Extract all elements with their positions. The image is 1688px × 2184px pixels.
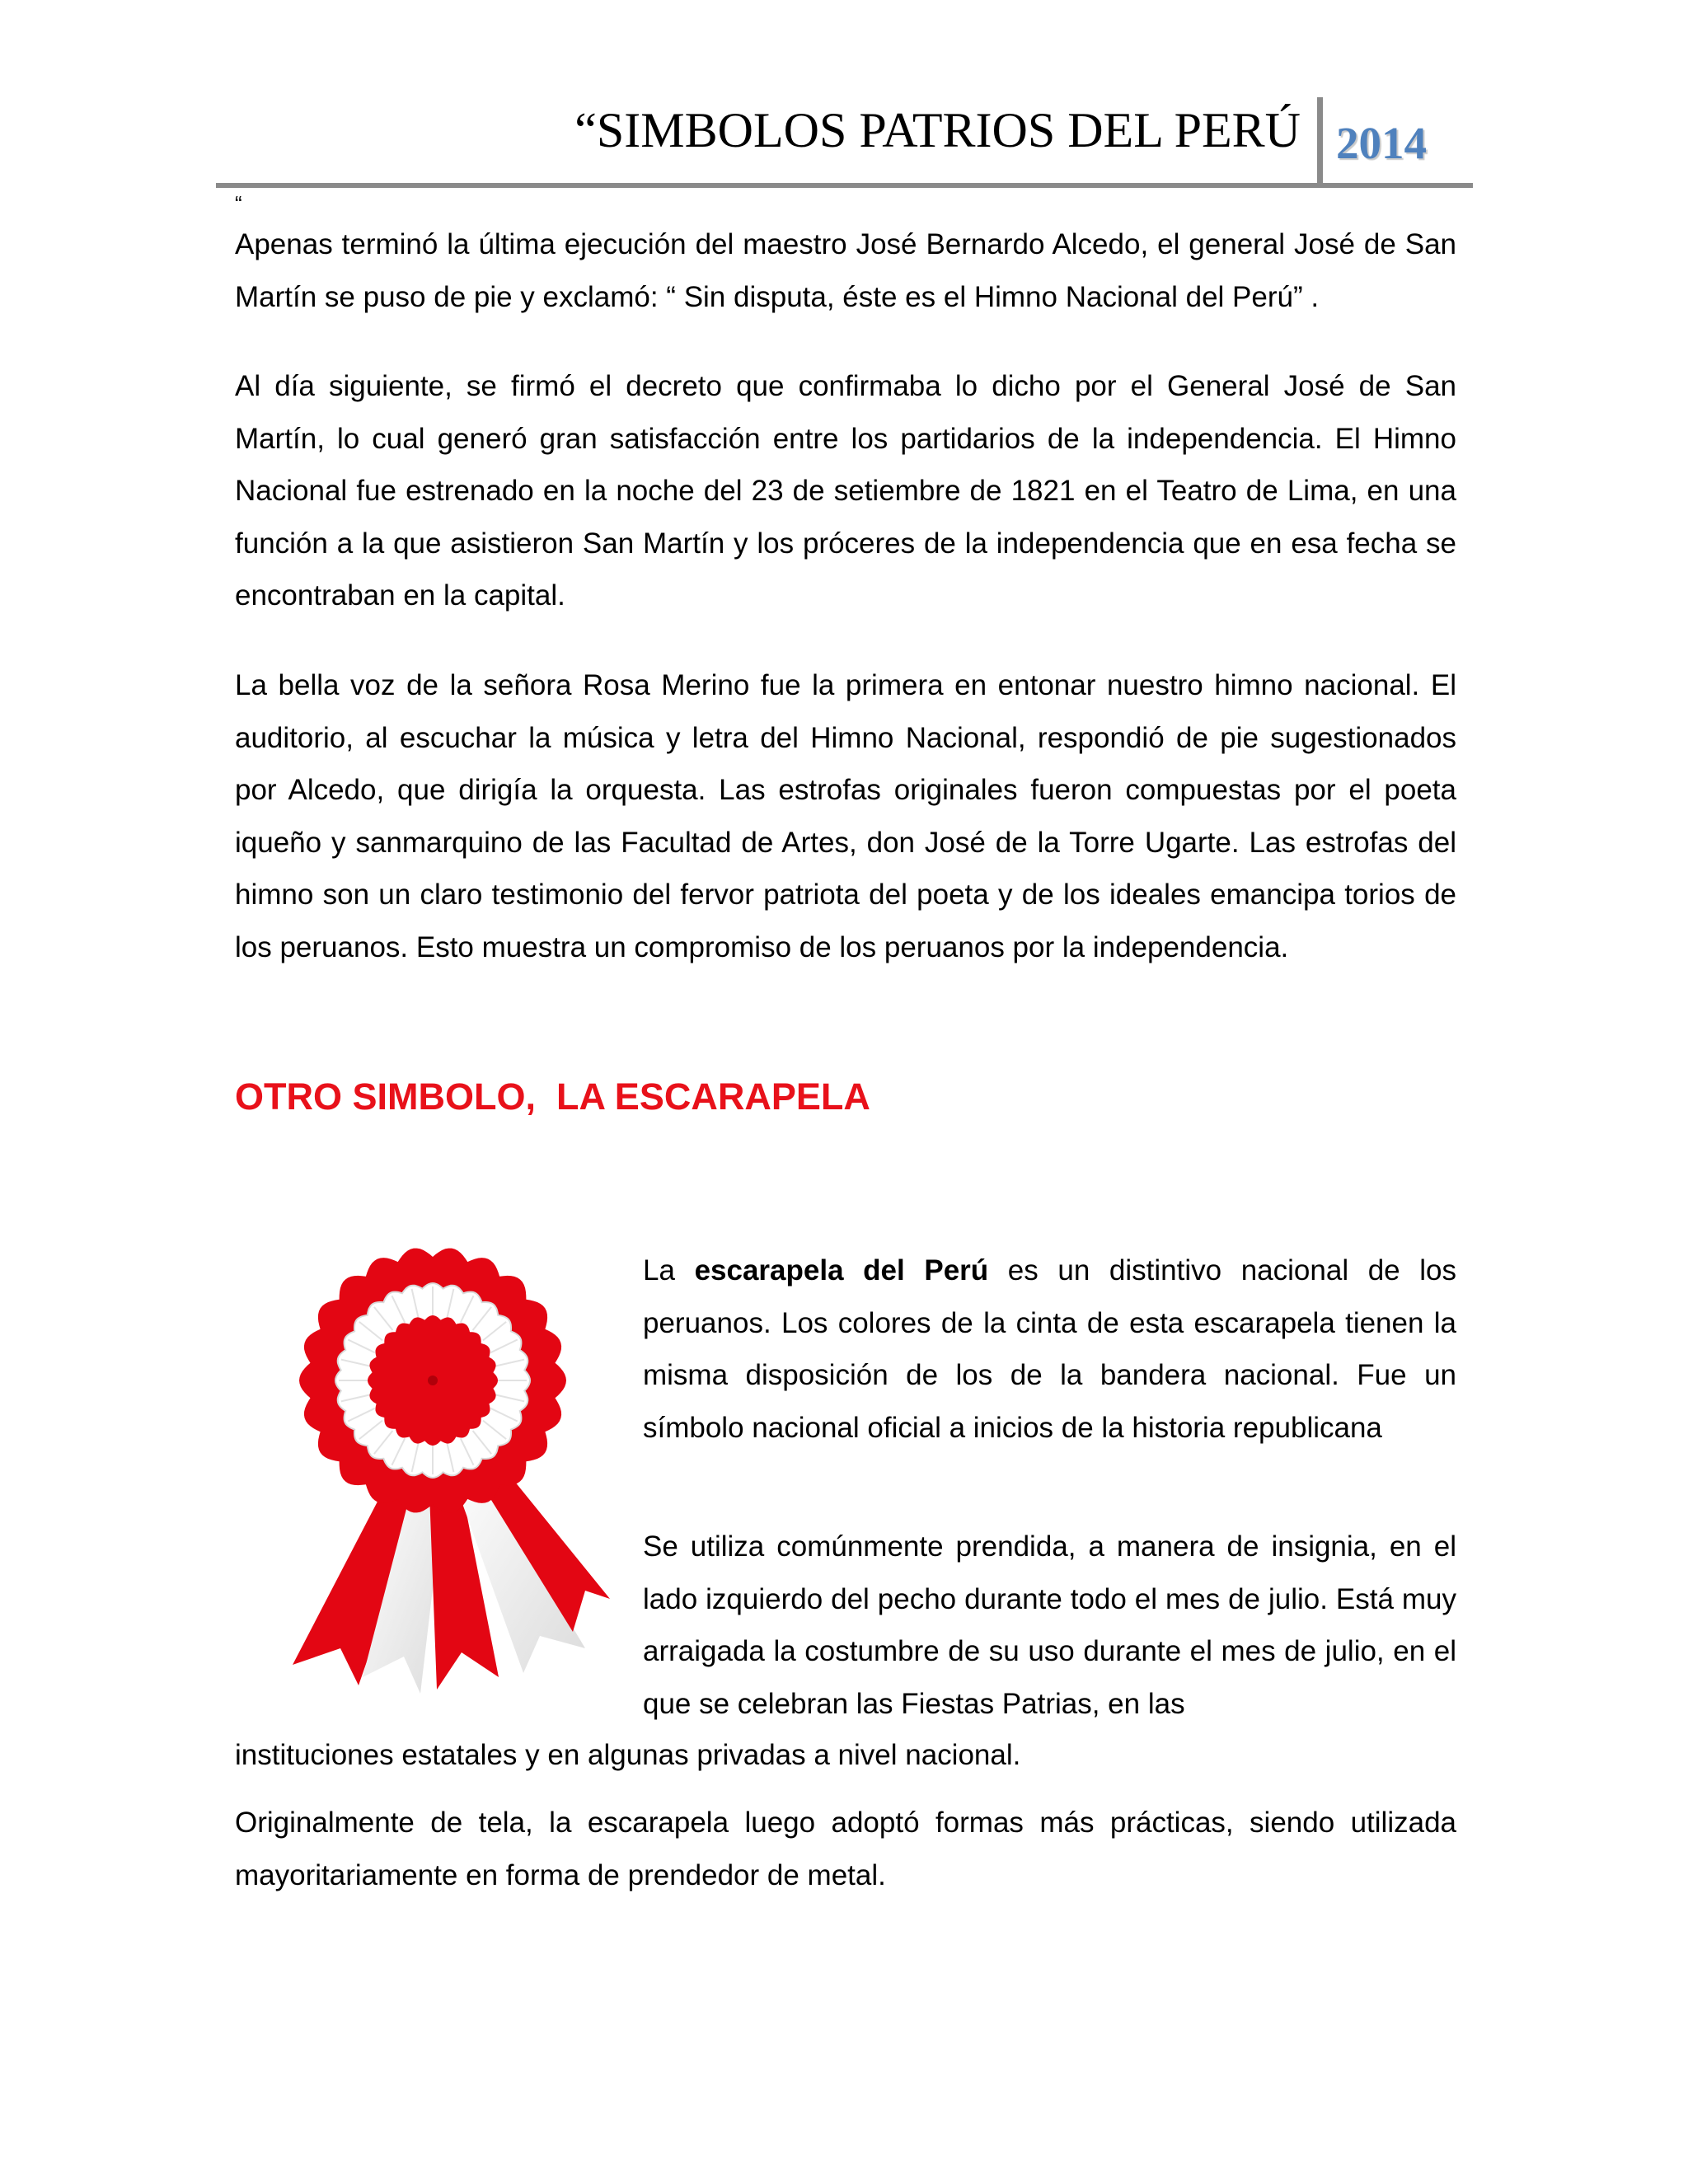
intro-rest: es un distintivo nacional de los peruanos. Los colores de la cinta de esta escarapela tienen la misma disposición de los de la bandera nacional. Fue un símbolo nacional oficial a inicios de la historia republicana (643, 1254, 1457, 1444)
paragraph-himno-alcedo: Apenas terminó la última ejecución del maestro José Bernardo Alcedo, el general José de San Martín se puso de pie y exclamó: “ Sin disputa, éste es el Himno Nacional del Perú” . (235, 228, 1456, 313)
header-separator (1317, 97, 1323, 184)
paragraph-decreto: Al día siguiente, se firmó el decreto que confirmaba lo dicho por el General José de San Martín, lo cual generó gran satisfacción entre los partidarios de la independencia. El Himno Nacional fue estrenado en la noche del 23 de setiembre de 1821 en el Teatro de Lima, en una función a la que asistieron San Martín y los próceres de la independencia que en esa fecha se encontraban en la capital. (235, 370, 1456, 612)
paragraph-escarapela-usage-continued: instituciones estatales y en algunas privadas a nivel nacional. (235, 1739, 1021, 1771)
intro-bold-term: escarapela del Perú (694, 1254, 989, 1286)
paragraph-rosa-merino: La bella voz de la señora Rosa Merino fue la primera en entonar nuestro himno nacional. El auditorio, al escuchar la música y letra del Himno Nacional, respondió de pie sugestionados por Alcedo, que dirigía la orquesta. Las estrofas originales fueron compuestas por el poeta iqueño y sanmarquino de las Facultad de Artes, don José de la Torre Ugarte. Las estrofas del himno son un claro testimonio del fervor patriota del poeta y de los ideales emancipa torios de los peruanos. Esto muestra un compromiso de los peruanos por la independencia. (235, 669, 1456, 963)
opening-quote-mark: “ (235, 191, 242, 216)
header-year: 2014 (1336, 118, 1427, 168)
rosette-center-dot (428, 1376, 438, 1385)
escarapela-rosette-image (260, 1236, 614, 1698)
header-rule (216, 183, 1473, 188)
paragraph-escarapela-material: Originalmente de tela, la escarapela luego adoptó formas más prácticas, siendo utilizada mayoritariamente en forma de prendedor de metal. (235, 1807, 1456, 1891)
paragraph-escarapela-usage: Se utiliza comúnmente prendida, a manera de insignia, en el lado izquierdo del pecho durante todo el mes de julio. Está muy arraigada la costumbre de su uso durante el mes de julio, en el que se celebran las Fiestas Patrias, en las (643, 1530, 1456, 1720)
paragraph-escarapela-intro (643, 1244, 1456, 1454)
header-title: “SIMBOLOS PATRIOS DEL PERÚ (574, 103, 1301, 157)
escarapela-rings (299, 1249, 566, 1513)
intro-lead: La (643, 1254, 695, 1286)
section-heading-escarapela: OTRO SIMBOLO, LA ESCARAPELA (235, 1076, 870, 1118)
